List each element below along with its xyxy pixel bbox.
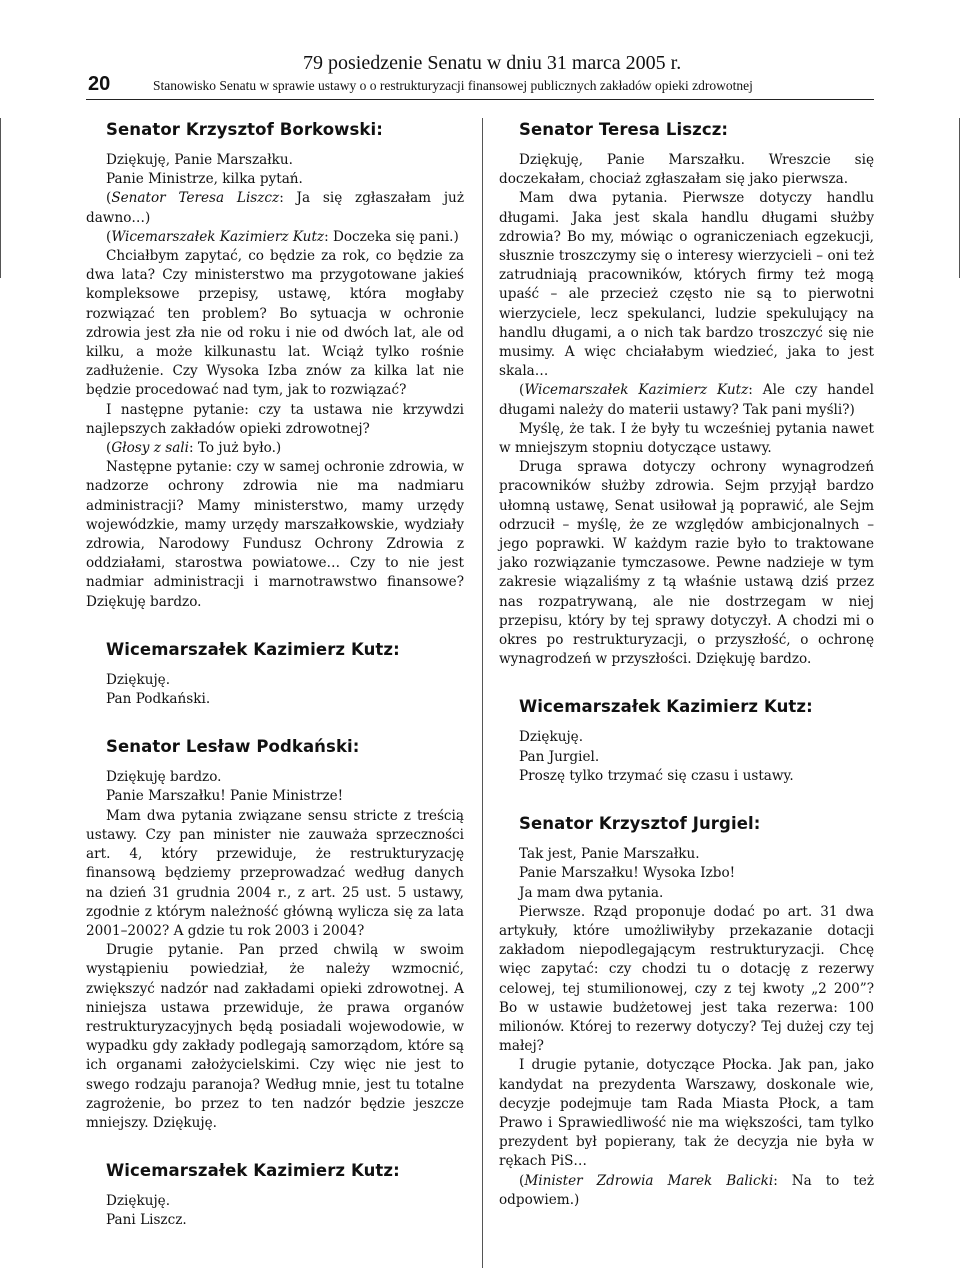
interjection-speaker: Minister Zdrowia Marek Balicki <box>524 1172 774 1189</box>
paragraph: Myślę, że tak. I że były tu wcześniej pytania nawet w mniejszym stopniu dotyczące ustawy. <box>499 420 874 457</box>
left-margin-rule <box>0 118 1 278</box>
interjection-text: : Na to też odpowiem.) <box>499 1172 874 1208</box>
paragraph: Pan Jurgiel. <box>519 748 600 765</box>
paragraph: Panie Marszałku! Panie Ministrze! <box>106 788 344 805</box>
header-rule <box>86 99 874 100</box>
page-number: 20 <box>88 73 111 95</box>
paragraph: Dziękuję, Panie Marszałku. Wreszcie się doczekałam, chociaż zgłaszałam się jako pierwsza. <box>499 152 874 188</box>
interjection-text: : To już było.) <box>189 440 282 457</box>
running-subtitle: Stanowisko Senatu w sprawie ustawy o o restrukturyzacji finansowej publicznych zakładów opieki zdrowotnej <box>153 78 753 93</box>
paragraph: Panie Marszałku! Wysoka Izbo! <box>519 865 736 882</box>
speaker-heading: Wicemarszałek Kazimierz Kutz: <box>519 697 813 717</box>
speech-kutz-2 <box>86 1161 464 1230</box>
speaker-heading: Wicemarszałek Kazimierz Kutz: <box>106 1161 400 1181</box>
interjection-text: : Ja się zgłaszałam już dawno…) <box>86 190 464 226</box>
speaker-heading: Wicemarszałek Kazimierz Kutz: <box>106 639 400 659</box>
paragraph: Druga sprawa dotyczy ochrony wynagrodzeń pracowników służby zdrowia. Sejm przyjął bardzo ułomną ustawę, Senat usiłował ją poprawić, ale Sejm odrzucił – myślę, że ze względów ambicjonalnych – jego poprawki. W każdym razie było to traktowane jako rozwiązanie tymczasowe. Pewne nadzieje w tym zakresie wiązaliśmy z tą właśnie ustawą dziś przez nas rozpatrywaną, ale nie dostrzegam w niej przepisu, który by tej sprawy dotyczył. A chodzi mi o okres po restrukturyzacji, o przyszłość, o ochronę wynagrodzeń w przyszłości. Dziękuję bardzo. <box>499 459 874 668</box>
paragraph: Mam dwa pytania. Pierwsze dotyczy handlu długami. Jaka jest skala handlu długami służby zdrowia? Bo my, mówiąc o ograniczeniach egzekucji, słusznie troszczymy się o interesy wierzycieli – oni też zatrudniają pracowników, których firmy też mogą upaść – ale przecież często nie są to pierwotni wierzyciele, lecz spekulanci, ludzie spekulujący na handlu długami, a o nich tak bardzo troszczyć się nie musimy. A więc chciałabym wiedzieć, jaka to jest skala… <box>499 190 874 380</box>
paragraph: Dziękuję. <box>106 1193 171 1210</box>
interjection-speaker: Senator Teresa Liszcz <box>111 190 280 207</box>
interjection-text: : Ale czy handel długami należy do materii ustawy? Tak pani myśli?) <box>499 382 874 418</box>
interjection-speaker: Wicemarszałek Kazimierz Kutz <box>524 382 749 399</box>
interjection-speaker: Głosy z sali <box>111 440 189 457</box>
paragraph: Panie Ministrze, kilka pytań. <box>106 171 303 188</box>
interjection: (Wicemarszałek Kazimierz Kutz: Ale czy handel długami należy do materii ustawy? Tak pani myśli?) <box>499 382 874 418</box>
paragraph: I drugie pytanie, dotyczące Płocka. Jak pan, jako kandydat na prezydenta Warszawy, doskonale wie, decyzje podejmuje tam Rada Miasta Płock, a tam Prawo i Sprawiedliwość nie ma większości, tam tylko prezydent był popierany, tak że decyzja nie była w rękach PiS… <box>499 1057 874 1170</box>
left-column <box>86 114 464 1231</box>
speech-borkowski <box>86 120 464 612</box>
paragraph: Pan Podkański. <box>106 691 211 708</box>
paragraph: I następne pytanie: czy ta ustawa nie krzywdzi najlepszych zakładów opieki zdrowotnej? <box>86 401 464 437</box>
paragraph: Pierwsze. Rząd proponuje dodać po art. 31 dwa artykuły, które umożliwiłyby przekazanie dotacji zakładom niepodlegającym restrukturyzacji. Chcę więc zapytać: czy chodzi tu o dotację z rezerwy celowej, tej stumilionowej, czy z tej kwoty „2 200”? Bo w ustawie budżetowej jest taka rezerwa: 100 milionów. Której to rezerwy dotyczy? Tej dużej czy tej małej? <box>499 903 874 1055</box>
paragraph: Pani Liszcz. <box>106 1212 187 1229</box>
paragraph: Dziękuję bardzo. <box>106 769 222 786</box>
paragraph: Dziękuję. <box>519 729 584 746</box>
speaker-heading: Senator Krzysztof Jurgiel: <box>519 814 761 834</box>
paragraph: Mam dwa pytania związane sensu stricte z treścią ustawy. Czy pan minister nie zauważa sprzeczności art. 4, który przewiduje, że restrukturyzację finansową będziemy przeprowadzać według danych na dzień 31 grudnia 2004 r., z art. 25 ust. 5 ustawy, zgodnie z którym należność główną wylicza się za lata 2001–2002? A gdzie tu rok 2003 i 2004? <box>86 807 464 939</box>
paragraph: Ja mam dwa pytania. <box>519 884 664 901</box>
page-header <box>0 0 960 110</box>
paragraph: Proszę tylko trzymać się czasu i ustawy. <box>519 767 794 784</box>
speech-jurgiel <box>499 814 874 1210</box>
speaker-heading: Senator Teresa Liszcz: <box>519 120 729 139</box>
paragraph: Tak jest, Panie Marszałku. <box>519 846 700 863</box>
interjection-speaker: Wicemarszałek Kazimierz Kutz <box>111 228 325 245</box>
speaker-heading: Senator Krzysztof Borkowski: <box>106 120 383 139</box>
speech-liszcz <box>499 120 874 669</box>
speech-kutz-1 <box>86 640 464 709</box>
speech-podkanski <box>86 737 464 1133</box>
paragraph: Następne pytanie: czy w samej ochronie zdrowia, w nadzorze ochrony zdrowia nie ma nadmiaru administracji? Mamy ministerstwo, mamy urzędy wojewódzkie, mamy urzędy marszałkowskie, wydziały zdrowia, Narodowy Fundusz Ochrony Zdrowia z oddziałami, starostwa powiatowe… Czy to nie jest nadmiar administracji i marnotrawstwo finansowe? Dziękuję bardzo. <box>86 459 464 610</box>
right-column <box>499 114 874 1210</box>
paragraph: Dziękuję, Panie Marszałku. <box>106 152 293 168</box>
session-title: 79 posiedzenie Senatu w dniu 31 marca 2005 r. <box>303 52 682 74</box>
paragraph: Chciałbym zapytać, co będzie za rok, co będzie za dwa lata? Czy ministerstwo ma przygotowane jakieś kompleksowe przepisy, ustawę, która mogłaby rozwiązać ten problem? Bo sytuacja w ochronie zdrowia jest zła nie od roku i nie od dwóch lat, ale od kilku, a może kilkunastu lat. Wciąż tylko rośnie zadłużenie. Czy Wysoka Izba znów za kilka lat nie będzie procedować nad tym, jak to rozwiązać? <box>86 248 464 399</box>
interjection: (Minister Zdrowia Marek Balicki: Na to też odpowiem.) <box>499 1172 874 1208</box>
paragraph: Dziękuję. <box>106 671 171 688</box>
speech-kutz-3 <box>499 697 874 786</box>
column-divider <box>482 118 483 1268</box>
paragraph: Drugie pytanie. Pan przed chwilą w swoim wystąpieniu powiedział, że należy wzmocnić, zwiększyć nadzór nad zakładami opieki zdrowotnej. A niniejsza ustawa przewiduje, że prawa organów restrukturyzacyjnych będą posiadali wojewodowie, w wypadku gdy zakłady podlegają samorządom, które są ich organami założycielskimi. Czy więc nie jest to swego rodzaju paranoja? Według mnie, jest tu totalne zagrożenie, bo przez to ten nadzór będzie jeszcze mniejszy. Dziękuję. <box>86 942 464 1131</box>
interjection: (Wicemarszałek Kazimierz Kutz: Doczeka się pani.) <box>106 228 459 245</box>
interjection: (Głosy z sali: To już było.) <box>106 440 282 457</box>
interjection-text: : Doczeka się pani.) <box>324 228 459 245</box>
speaker-heading: Senator Lesław Podkański: <box>106 737 360 757</box>
interjection: (Senator Teresa Liszcz: Ja się zgłaszałam już dawno…) <box>86 190 464 226</box>
